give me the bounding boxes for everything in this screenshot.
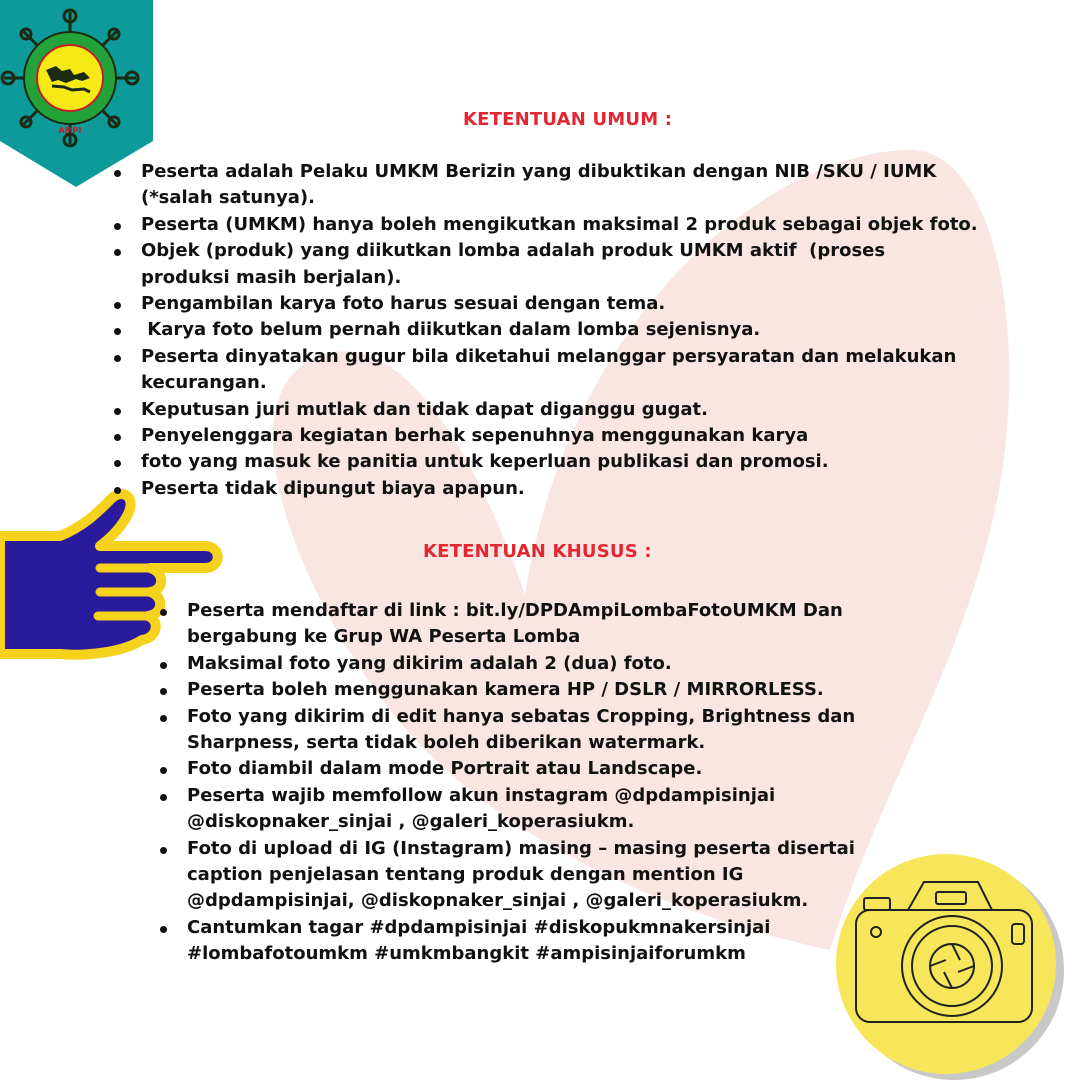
section-title-ketentuan-umum: KETENTUAN UMUM : [463,109,673,130]
list-item: Karya foto belum pernah diikutkan dalam lomba sejenisnya. [114,317,964,343]
list-item: Foto di upload di IG (Instagram) masing – masing peserta disertai caption penjelasan tentang produk dengan mention IG @dpdampisinjai, @diskopnaker_sinjai , @galeri_koperasiukm. [160,836,860,915]
list-item: Peserta boleh menggunakan kamera HP / DSLR / MIRRORLESS. [160,677,860,703]
logo-caption: AMPI [58,126,82,135]
list-item: Keputusan juri mutlak dan tidak dapat diganggu gugat. [114,397,964,423]
list-item: Foto diambil dalam mode Portrait atau Landscape. [160,756,860,782]
list-item: Peserta wajib memfollow akun instagram @dpdampisinjai @diskopnaker_sinjai , @galeri_koperasiukm. [160,783,860,836]
special-rules-list [160,598,860,968]
list-item: Pengambilan karya foto harus sesuai dengan tema. [114,291,964,317]
list-item: Peserta tidak dipungut biaya apapun. [114,476,964,502]
list-item: Maksimal foto yang dikirim adalah 2 (dua) foto. [160,651,860,677]
camera-icon [828,848,1068,1080]
list-item: Cantumkan tagar #dpdampisinjai #diskopukmnakersinjai #lombafotoumkm #umkmbangkit #ampisinjaiforumkm [160,915,860,968]
list-item: foto yang masuk ke panitia untuk keperluan publikasi dan promosi. [114,449,964,475]
section-title-ketentuan-khusus: KETENTUAN KHUSUS : [423,541,652,562]
list-item: Objek (produk) yang diikutkan lomba adalah produk UMKM aktif (proses produksi masih berjalan). [114,238,964,291]
list-item: Peserta (UMKM) hanya boleh mengikutkan maksimal 2 produk sebagai objek foto. [114,212,964,238]
list-item: Peserta adalah Pelaku UMKM Berizin yang dibuktikan dengan NIB /SKU / IUMK (*salah satunya). [114,159,964,212]
list-item: Peserta dinyatakan gugur bila diketahui melanggar persyaratan dan melakukan kecurangan. [114,344,964,397]
list-item: Foto yang dikirim di edit hanya sebatas Cropping, Brightness dan Sharpness, serta tidak boleh diberikan watermark. [160,704,860,757]
general-rules-list [114,159,978,502]
list-item: Peserta mendaftar di link : bit.ly/DPDAmpiLombaFotoUMKM Dan bergabung ke Grup WA Peserta Lomba [160,598,860,651]
list-item: Penyelenggara kegiatan berhak sepenuhnya menggunakan karya [114,423,964,449]
